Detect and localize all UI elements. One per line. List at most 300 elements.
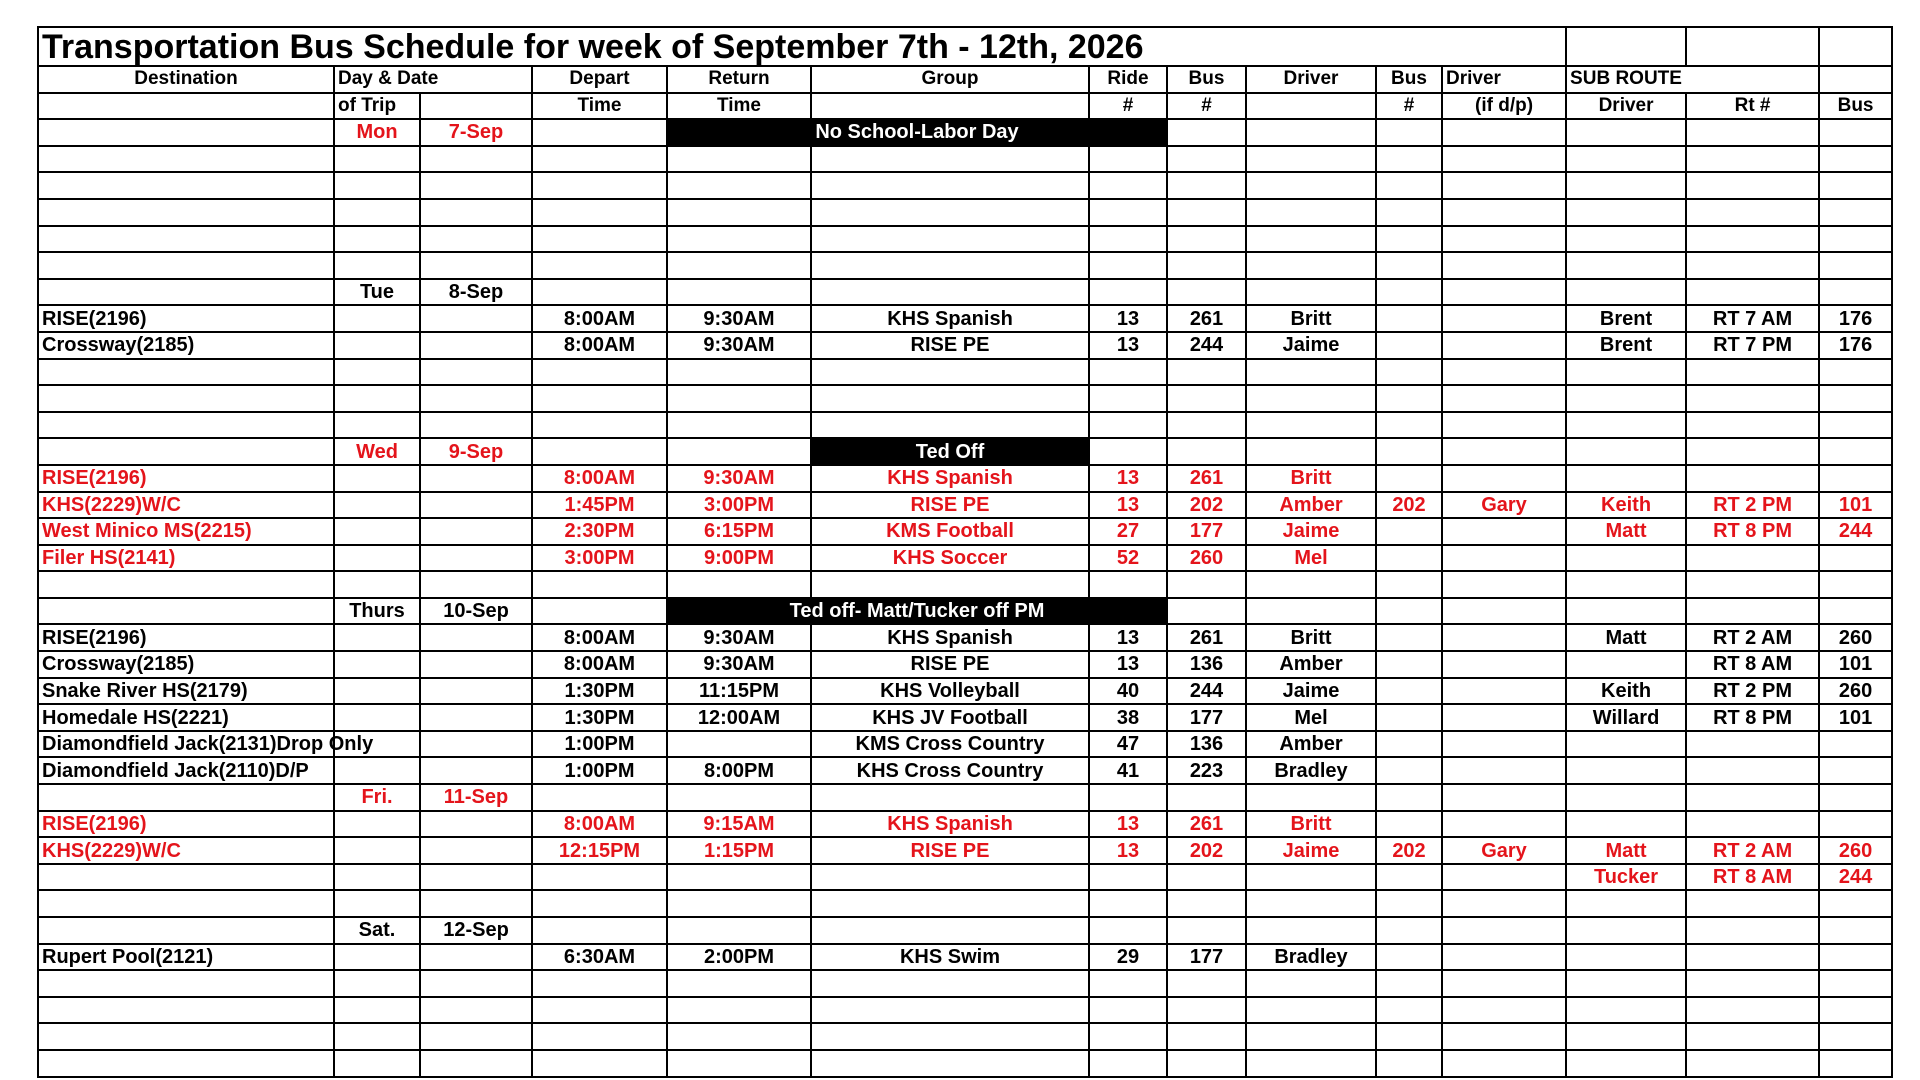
sub-bus-cell: 176 bbox=[1819, 332, 1892, 359]
empty-cell bbox=[811, 359, 1089, 386]
day-cell bbox=[334, 465, 420, 492]
empty-cell bbox=[1376, 598, 1442, 625]
title-filler bbox=[1566, 27, 1686, 66]
empty-cell bbox=[1167, 146, 1246, 173]
empty-cell bbox=[420, 359, 532, 386]
empty-cell bbox=[1089, 438, 1167, 465]
empty-cell bbox=[1167, 970, 1246, 997]
empty-cell bbox=[1686, 1050, 1819, 1077]
empty-cell bbox=[1442, 917, 1566, 944]
column-header bbox=[420, 93, 532, 120]
sub-bus-cell: 260 bbox=[1819, 624, 1892, 651]
column-header: # bbox=[1376, 93, 1442, 120]
bus2-cell bbox=[1376, 518, 1442, 545]
destination-cell: Diamondfield Jack(2110)D/P bbox=[38, 757, 334, 784]
depart-cell: 2:30PM bbox=[532, 518, 667, 545]
empty-cell bbox=[1686, 917, 1819, 944]
empty-cell bbox=[811, 890, 1089, 917]
sub-bus-cell: 101 bbox=[1819, 651, 1892, 678]
empty-cell bbox=[532, 199, 667, 226]
page-title: Transportation Bus Schedule for week of September 7th - 12th, 2026 bbox=[38, 27, 1566, 66]
empty-cell bbox=[334, 385, 420, 412]
empty-cell bbox=[1376, 385, 1442, 412]
day-header-row bbox=[38, 598, 1892, 625]
empty-cell bbox=[38, 252, 334, 279]
column-header: (if d/p) bbox=[1442, 93, 1566, 120]
empty-cell bbox=[1246, 412, 1376, 439]
column-header: # bbox=[1167, 93, 1246, 120]
empty-cell bbox=[1819, 226, 1892, 253]
empty-cell bbox=[1442, 890, 1566, 917]
date-cell bbox=[420, 492, 532, 519]
driver2-cell bbox=[1442, 757, 1566, 784]
empty-cell bbox=[38, 997, 334, 1024]
empty-cell bbox=[1246, 970, 1376, 997]
driver-cell: Amber bbox=[1246, 492, 1376, 519]
empty-cell bbox=[1246, 226, 1376, 253]
empty-cell bbox=[420, 1050, 532, 1077]
empty-cell bbox=[1442, 571, 1566, 598]
sub-driver-cell bbox=[1566, 944, 1686, 971]
empty-cell bbox=[1246, 1023, 1376, 1050]
date-cell bbox=[420, 731, 532, 758]
empty-cell bbox=[1167, 784, 1246, 811]
day-header-row bbox=[38, 784, 1892, 811]
bus2-cell bbox=[1376, 757, 1442, 784]
header-row bbox=[38, 93, 1892, 120]
group-cell: KHS Spanish bbox=[811, 811, 1089, 838]
date-cell bbox=[420, 651, 532, 678]
driver2-cell bbox=[1442, 545, 1566, 572]
empty-cell bbox=[1442, 359, 1566, 386]
driver-cell: Jaime bbox=[1246, 332, 1376, 359]
empty-cell bbox=[667, 146, 811, 173]
empty-cell bbox=[334, 172, 420, 199]
empty-cell bbox=[1819, 917, 1892, 944]
empty-cell bbox=[1566, 1023, 1686, 1050]
column-header: Bus bbox=[1167, 66, 1246, 93]
empty-cell bbox=[1442, 598, 1566, 625]
trip-row bbox=[38, 545, 1892, 572]
bus2-cell bbox=[1376, 731, 1442, 758]
empty-cell bbox=[334, 226, 420, 253]
title-filler bbox=[1686, 27, 1819, 66]
empty-cell bbox=[532, 917, 667, 944]
column-header: Driver bbox=[1246, 66, 1376, 93]
date-cell bbox=[420, 545, 532, 572]
day-cell bbox=[334, 492, 420, 519]
empty-cell bbox=[1442, 252, 1566, 279]
empty-cell bbox=[38, 146, 334, 173]
empty-cell bbox=[420, 571, 532, 598]
empty-cell bbox=[1376, 412, 1442, 439]
bus-cell: 177 bbox=[1167, 518, 1246, 545]
empty-cell bbox=[1566, 598, 1686, 625]
driver2-cell: Gary bbox=[1442, 492, 1566, 519]
empty-cell bbox=[532, 1050, 667, 1077]
return-cell: 9:30AM bbox=[667, 332, 811, 359]
group-cell: RISE PE bbox=[811, 492, 1089, 519]
destination-cell bbox=[38, 864, 334, 891]
sub-rt-cell bbox=[1686, 545, 1819, 572]
destination-cell: Homedale HS(2221) bbox=[38, 704, 334, 731]
bus-cell: 261 bbox=[1167, 624, 1246, 651]
empty-cell bbox=[532, 997, 667, 1024]
destination-cell: RISE(2196) bbox=[38, 305, 334, 332]
empty-cell bbox=[532, 146, 667, 173]
empty-cell bbox=[1246, 199, 1376, 226]
empty-cell bbox=[1442, 412, 1566, 439]
trip-row bbox=[38, 305, 1892, 332]
empty-cell bbox=[420, 1023, 532, 1050]
empty-cell bbox=[1089, 970, 1167, 997]
empty-cell bbox=[1442, 172, 1566, 199]
destination-cell: Crossway(2185) bbox=[38, 332, 334, 359]
empty-cell bbox=[1686, 146, 1819, 173]
destination-cell: Diamondfield Jack(2131)Drop Only bbox=[38, 731, 334, 758]
empty-cell bbox=[532, 571, 667, 598]
sub-bus-cell bbox=[1819, 944, 1892, 971]
sub-bus-cell: 101 bbox=[1819, 704, 1892, 731]
empty-cell bbox=[1167, 438, 1246, 465]
empty-cell bbox=[38, 1023, 334, 1050]
column-header: Driver bbox=[1566, 93, 1686, 120]
empty-cell bbox=[38, 199, 334, 226]
bus2-cell bbox=[1376, 811, 1442, 838]
empty-cell bbox=[532, 279, 667, 306]
trip-row bbox=[38, 864, 1892, 891]
sub-driver-cell: Brent bbox=[1566, 305, 1686, 332]
empty-cell bbox=[38, 359, 334, 386]
title-filler bbox=[1819, 27, 1892, 66]
empty-cell bbox=[1819, 172, 1892, 199]
empty-cell bbox=[1089, 1023, 1167, 1050]
day-cell bbox=[334, 518, 420, 545]
empty-cell bbox=[1167, 199, 1246, 226]
trip-row bbox=[38, 944, 1892, 971]
empty-cell bbox=[1376, 970, 1442, 997]
trip-row bbox=[38, 704, 1892, 731]
column-header: Destination bbox=[38, 66, 334, 93]
date-label: 10-Sep bbox=[420, 598, 532, 625]
empty-cell bbox=[532, 172, 667, 199]
empty-cell bbox=[1376, 172, 1442, 199]
sub-rt-cell: RT 8 PM bbox=[1686, 704, 1819, 731]
empty-cell bbox=[1819, 146, 1892, 173]
empty-cell bbox=[811, 784, 1089, 811]
sub-driver-cell bbox=[1566, 465, 1686, 492]
empty-cell bbox=[811, 917, 1089, 944]
empty-cell bbox=[1376, 119, 1442, 146]
empty-cell bbox=[1442, 1050, 1566, 1077]
trip-row bbox=[38, 837, 1892, 864]
day-note-banner: Ted off- Matt/Tucker off PM bbox=[667, 598, 1167, 625]
day-cell bbox=[334, 332, 420, 359]
empty-cell bbox=[667, 438, 811, 465]
empty-cell bbox=[1167, 412, 1246, 439]
driver-cell: Bradley bbox=[1246, 757, 1376, 784]
ride-cell: 13 bbox=[1089, 651, 1167, 678]
empty-cell bbox=[1442, 970, 1566, 997]
day-note-banner: No School-Labor Day bbox=[667, 119, 1167, 146]
return-cell: 6:15PM bbox=[667, 518, 811, 545]
date-label: 11-Sep bbox=[420, 784, 532, 811]
sub-rt-cell bbox=[1686, 465, 1819, 492]
sub-rt-cell bbox=[1686, 757, 1819, 784]
empty-cell bbox=[667, 412, 811, 439]
date-cell bbox=[420, 944, 532, 971]
driver-cell: Jaime bbox=[1246, 518, 1376, 545]
column-header: Bus bbox=[1819, 93, 1892, 120]
ride-cell bbox=[1089, 864, 1167, 891]
blank-row bbox=[38, 199, 1892, 226]
empty-cell bbox=[1442, 385, 1566, 412]
empty-cell bbox=[1167, 359, 1246, 386]
column-header: Bus bbox=[1376, 66, 1442, 93]
empty-cell bbox=[38, 598, 334, 625]
empty-cell bbox=[1566, 1050, 1686, 1077]
bus2-cell bbox=[1376, 704, 1442, 731]
blank-row bbox=[38, 359, 1892, 386]
ride-cell: 13 bbox=[1089, 837, 1167, 864]
driver-cell: Amber bbox=[1246, 651, 1376, 678]
group-cell: KMS Cross Country bbox=[811, 731, 1089, 758]
sub-rt-cell bbox=[1686, 731, 1819, 758]
destination-cell: KHS(2229)W/C bbox=[38, 492, 334, 519]
sub-driver-cell: Matt bbox=[1566, 624, 1686, 651]
empty-cell bbox=[1089, 199, 1167, 226]
sub-driver-cell: Matt bbox=[1566, 837, 1686, 864]
empty-cell bbox=[1566, 970, 1686, 997]
empty-cell bbox=[1246, 997, 1376, 1024]
empty-cell bbox=[334, 571, 420, 598]
empty-cell bbox=[1566, 172, 1686, 199]
return-cell: 8:00PM bbox=[667, 757, 811, 784]
driver2-cell bbox=[1442, 465, 1566, 492]
empty-cell bbox=[1376, 199, 1442, 226]
empty-cell bbox=[532, 598, 667, 625]
empty-cell bbox=[1686, 1023, 1819, 1050]
sub-bus-cell bbox=[1819, 757, 1892, 784]
group-cell: KMS Football bbox=[811, 518, 1089, 545]
bus-cell: 202 bbox=[1167, 492, 1246, 519]
bus-schedule-table bbox=[37, 26, 1893, 1078]
day-label: Thurs bbox=[334, 598, 420, 625]
bus2-cell: 202 bbox=[1376, 837, 1442, 864]
date-cell bbox=[420, 678, 532, 705]
driver-cell: Britt bbox=[1246, 305, 1376, 332]
depart-cell: 8:00AM bbox=[532, 305, 667, 332]
return-cell: 9:30AM bbox=[667, 624, 811, 651]
depart-cell: 1:45PM bbox=[532, 492, 667, 519]
empty-cell bbox=[532, 359, 667, 386]
date-cell bbox=[420, 624, 532, 651]
sub-rt-cell: RT 8 PM bbox=[1686, 518, 1819, 545]
sub-bus-cell: 176 bbox=[1819, 305, 1892, 332]
destination-cell: Rupert Pool(2121) bbox=[38, 944, 334, 971]
empty-cell bbox=[1376, 571, 1442, 598]
bus-cell: 260 bbox=[1167, 545, 1246, 572]
sub-rt-cell: RT 7 PM bbox=[1686, 332, 1819, 359]
empty-cell bbox=[532, 385, 667, 412]
empty-cell bbox=[811, 226, 1089, 253]
empty-cell bbox=[1819, 385, 1892, 412]
empty-cell bbox=[532, 970, 667, 997]
empty-cell bbox=[667, 1023, 811, 1050]
sub-rt-cell: RT 2 PM bbox=[1686, 678, 1819, 705]
sub-bus-cell: 260 bbox=[1819, 837, 1892, 864]
ride-cell: 47 bbox=[1089, 731, 1167, 758]
day-cell bbox=[334, 678, 420, 705]
driver2-cell bbox=[1442, 731, 1566, 758]
sub-rt-cell: RT 8 AM bbox=[1686, 864, 1819, 891]
empty-cell bbox=[667, 997, 811, 1024]
empty-cell bbox=[1819, 890, 1892, 917]
bus2-cell bbox=[1376, 545, 1442, 572]
trip-row bbox=[38, 678, 1892, 705]
date-label: 9-Sep bbox=[420, 438, 532, 465]
sub-driver-cell: Willard bbox=[1566, 704, 1686, 731]
column-header: Depart bbox=[532, 66, 667, 93]
date-cell bbox=[420, 757, 532, 784]
empty-cell bbox=[667, 172, 811, 199]
day-cell bbox=[334, 944, 420, 971]
group-cell: KHS Soccer bbox=[811, 545, 1089, 572]
group-cell: KHS Swim bbox=[811, 944, 1089, 971]
return-cell bbox=[667, 731, 811, 758]
day-cell bbox=[334, 624, 420, 651]
empty-cell bbox=[1442, 438, 1566, 465]
bus-cell: 261 bbox=[1167, 811, 1246, 838]
blank-row bbox=[38, 252, 1892, 279]
empty-cell bbox=[811, 571, 1089, 598]
depart-cell: 6:30AM bbox=[532, 944, 667, 971]
column-header: Driver bbox=[1442, 66, 1566, 93]
bus2-cell bbox=[1376, 944, 1442, 971]
depart-cell: 3:00PM bbox=[532, 545, 667, 572]
driver2-cell bbox=[1442, 518, 1566, 545]
bus-cell: 177 bbox=[1167, 704, 1246, 731]
sub-driver-cell: Matt bbox=[1566, 518, 1686, 545]
date-label: 8-Sep bbox=[420, 279, 532, 306]
empty-cell bbox=[334, 997, 420, 1024]
bus2-cell bbox=[1376, 651, 1442, 678]
bus-cell: 177 bbox=[1167, 944, 1246, 971]
empty-cell bbox=[1089, 1050, 1167, 1077]
empty-cell bbox=[334, 199, 420, 226]
bus2-cell: 202 bbox=[1376, 492, 1442, 519]
ride-cell: 29 bbox=[1089, 944, 1167, 971]
empty-cell bbox=[334, 970, 420, 997]
empty-cell bbox=[1246, 917, 1376, 944]
empty-cell bbox=[1167, 226, 1246, 253]
column-header: Day & Date bbox=[334, 66, 532, 93]
trip-row bbox=[38, 465, 1892, 492]
empty-cell bbox=[1376, 1050, 1442, 1077]
empty-cell bbox=[1566, 438, 1686, 465]
empty-cell bbox=[1376, 252, 1442, 279]
bus-cell: 244 bbox=[1167, 678, 1246, 705]
destination-cell: Filer HS(2141) bbox=[38, 545, 334, 572]
empty-cell bbox=[1376, 917, 1442, 944]
sub-driver-cell bbox=[1566, 731, 1686, 758]
sub-rt-cell bbox=[1686, 811, 1819, 838]
empty-cell bbox=[1376, 146, 1442, 173]
driver2-cell bbox=[1442, 944, 1566, 971]
ride-cell: 38 bbox=[1089, 704, 1167, 731]
driver-cell: Amber bbox=[1246, 731, 1376, 758]
sub-bus-cell: 244 bbox=[1819, 518, 1892, 545]
empty-cell bbox=[420, 412, 532, 439]
sub-bus-cell bbox=[1819, 731, 1892, 758]
driver-cell: Britt bbox=[1246, 624, 1376, 651]
sub-bus-cell: 260 bbox=[1819, 678, 1892, 705]
empty-cell bbox=[1376, 279, 1442, 306]
ride-cell: 13 bbox=[1089, 624, 1167, 651]
empty-cell bbox=[1089, 917, 1167, 944]
empty-cell bbox=[1376, 890, 1442, 917]
day-label: Tue bbox=[334, 279, 420, 306]
return-cell: 11:15PM bbox=[667, 678, 811, 705]
driver-cell: Britt bbox=[1246, 465, 1376, 492]
empty-cell bbox=[1686, 970, 1819, 997]
empty-cell bbox=[811, 1023, 1089, 1050]
empty-cell bbox=[38, 917, 334, 944]
sub-driver-cell: Keith bbox=[1566, 678, 1686, 705]
return-cell: 1:15PM bbox=[667, 837, 811, 864]
date-cell bbox=[420, 465, 532, 492]
empty-cell bbox=[1686, 598, 1819, 625]
day-cell bbox=[334, 704, 420, 731]
day-cell bbox=[334, 305, 420, 332]
group-cell: KHS Volleyball bbox=[811, 678, 1089, 705]
empty-cell bbox=[1686, 571, 1819, 598]
empty-cell bbox=[1566, 890, 1686, 917]
empty-cell bbox=[1089, 226, 1167, 253]
empty-cell bbox=[1686, 172, 1819, 199]
day-cell bbox=[334, 757, 420, 784]
empty-cell bbox=[1819, 438, 1892, 465]
day-header-row bbox=[38, 279, 1892, 306]
bus2-cell bbox=[1376, 864, 1442, 891]
empty-cell bbox=[667, 1050, 811, 1077]
blank-row bbox=[38, 226, 1892, 253]
column-header: SUB ROUTE bbox=[1566, 66, 1819, 93]
empty-cell bbox=[1566, 784, 1686, 811]
driver2-cell bbox=[1442, 678, 1566, 705]
ride-cell: 13 bbox=[1089, 811, 1167, 838]
sub-driver-cell: Brent bbox=[1566, 332, 1686, 359]
empty-cell bbox=[1376, 359, 1442, 386]
empty-cell bbox=[1246, 252, 1376, 279]
return-cell: 2:00PM bbox=[667, 944, 811, 971]
empty-cell bbox=[1819, 598, 1892, 625]
return-cell: 9:30AM bbox=[667, 465, 811, 492]
date-cell bbox=[420, 704, 532, 731]
empty-cell bbox=[811, 146, 1089, 173]
empty-cell bbox=[38, 385, 334, 412]
depart-cell: 8:00AM bbox=[532, 811, 667, 838]
empty-cell bbox=[38, 890, 334, 917]
empty-cell bbox=[1566, 571, 1686, 598]
destination-cell: RISE(2196) bbox=[38, 624, 334, 651]
date-cell bbox=[420, 305, 532, 332]
column-header: Return bbox=[667, 66, 811, 93]
empty-cell bbox=[1167, 917, 1246, 944]
empty-cell bbox=[1089, 890, 1167, 917]
group-cell: KHS Cross Country bbox=[811, 757, 1089, 784]
date-label: 12-Sep bbox=[420, 917, 532, 944]
